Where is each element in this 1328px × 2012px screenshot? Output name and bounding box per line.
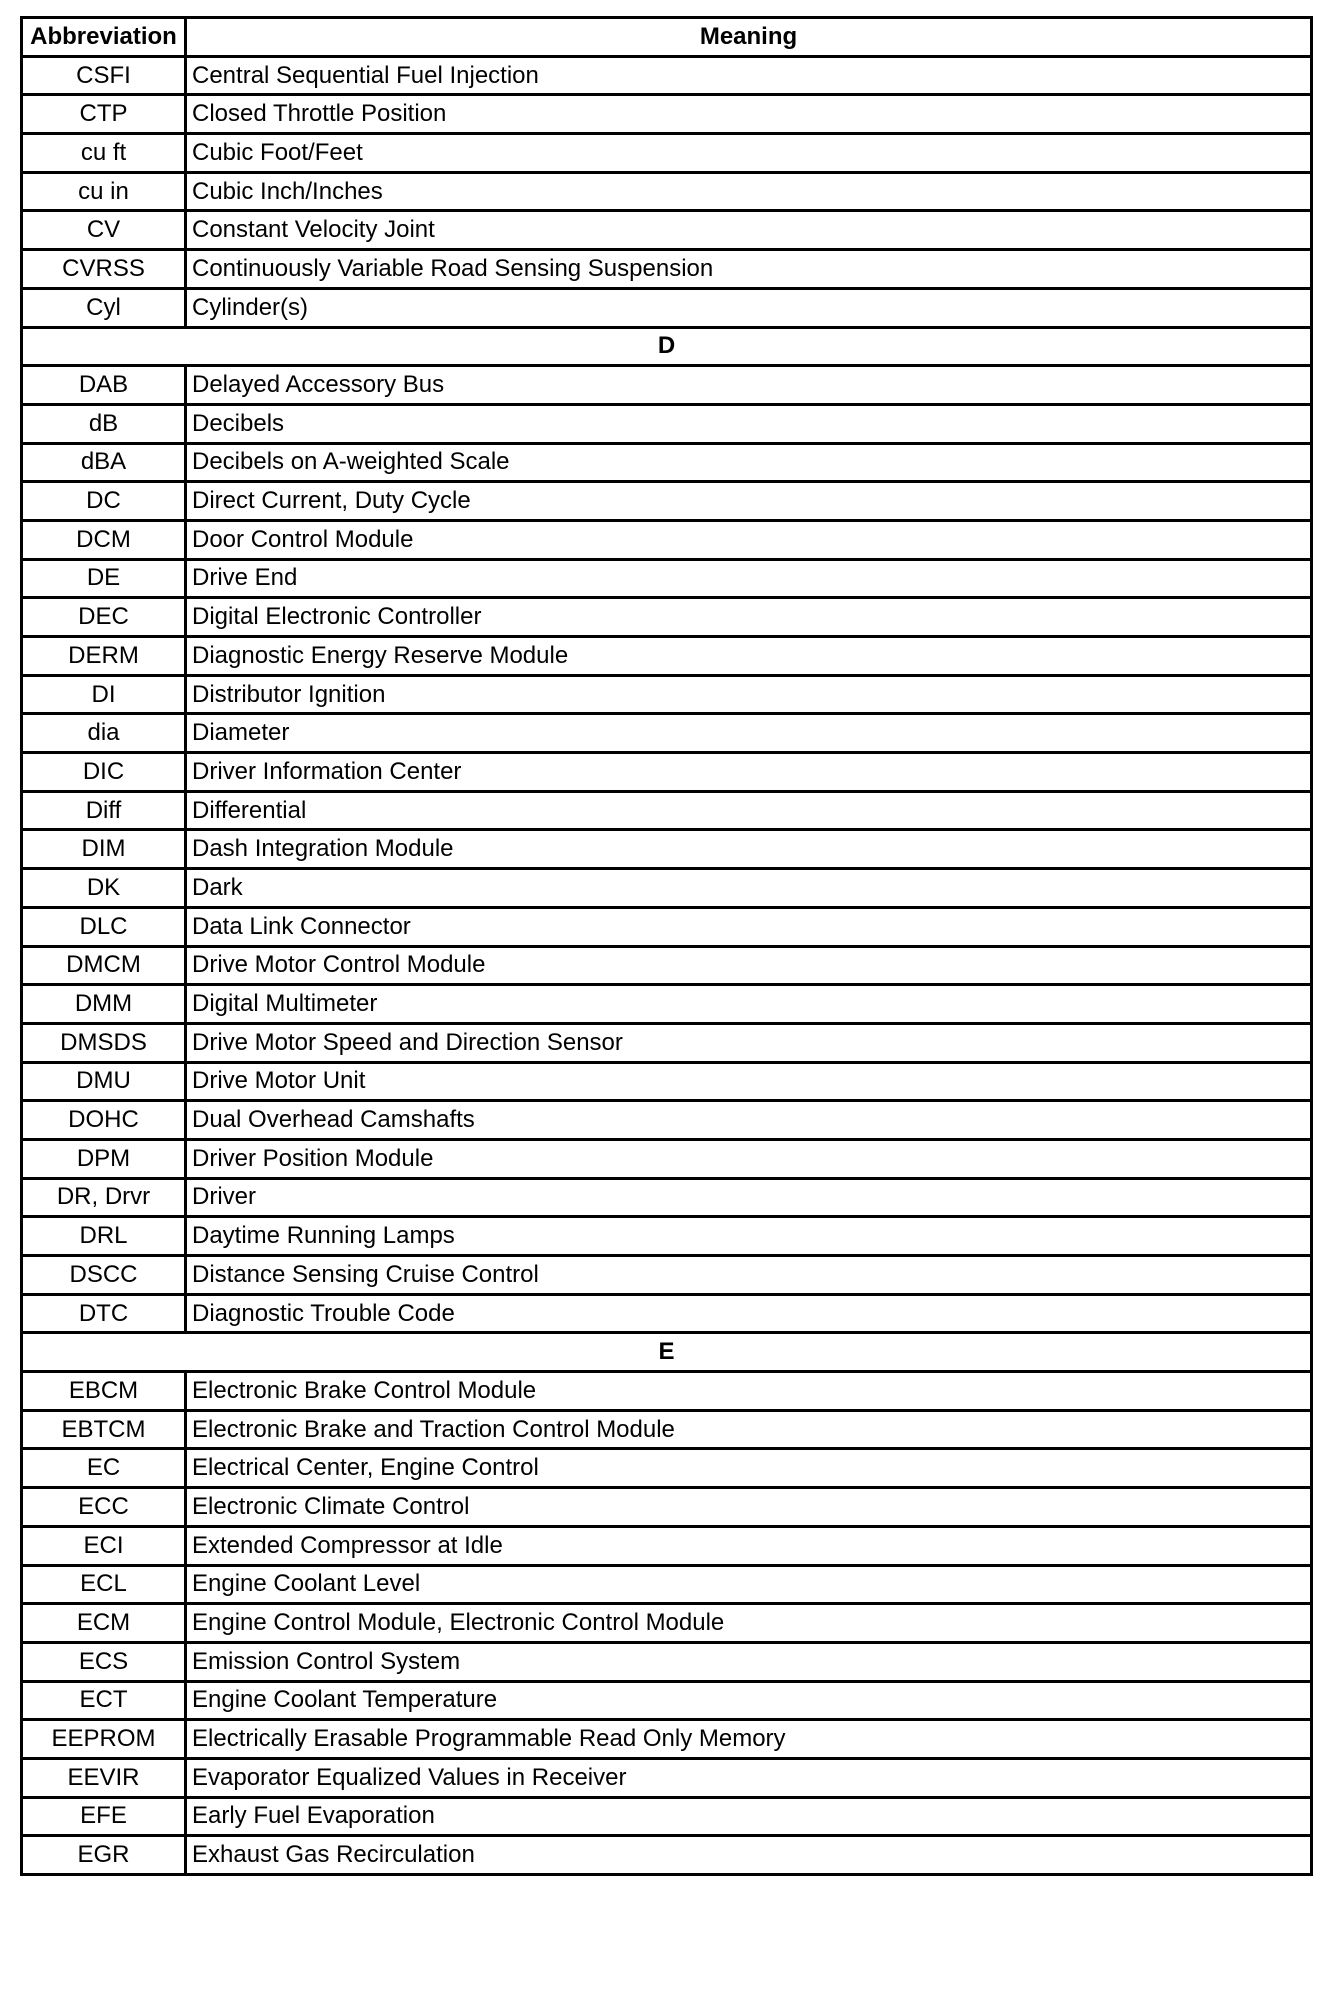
meaning-cell: Constant Velocity Joint (186, 211, 1312, 250)
table-row (22, 1565, 1312, 1604)
table-row (22, 520, 1312, 559)
abbreviation-cell: dB (22, 404, 186, 443)
table-row (22, 1139, 1312, 1178)
table-row (22, 598, 1312, 637)
table-row (22, 134, 1312, 173)
abbreviation-cell: ECL (22, 1565, 186, 1604)
abbreviation-cell: DAB (22, 366, 186, 405)
table-row (22, 482, 1312, 521)
abbreviation-cell: EGR (22, 1836, 186, 1875)
table-row (22, 1178, 1312, 1217)
meaning-cell: Data Link Connector (186, 907, 1312, 946)
abbreviation-cell: CSFI (22, 56, 186, 95)
abbreviation-cell: EC (22, 1449, 186, 1488)
abbreviation-cell: cu ft (22, 134, 186, 173)
meaning-cell: Dual Overhead Camshafts (186, 1101, 1312, 1140)
abbreviation-cell: DMSDS (22, 1023, 186, 1062)
meaning-cell: Delayed Accessory Bus (186, 366, 1312, 405)
table-row (22, 675, 1312, 714)
abbreviation-cell: DMCM (22, 946, 186, 985)
table-row (22, 1836, 1312, 1875)
abbreviation-cell: DMU (22, 1062, 186, 1101)
abbreviation-cell: dia (22, 714, 186, 753)
table-row (22, 1294, 1312, 1333)
abbreviation-table (20, 16, 1313, 1876)
abbreviation-cell: ECI (22, 1526, 186, 1565)
table-row (22, 56, 1312, 95)
meaning-cell: Diagnostic Trouble Code (186, 1294, 1312, 1333)
table-row (22, 1604, 1312, 1643)
table-row (22, 1256, 1312, 1295)
meaning-cell: Early Fuel Evaporation (186, 1797, 1312, 1836)
table-row (22, 1062, 1312, 1101)
abbreviation-cell: DLC (22, 907, 186, 946)
abbreviation-cell: dBA (22, 443, 186, 482)
meaning-cell: Continuously Variable Road Sensing Suspension (186, 250, 1312, 289)
meaning-column-header: Meaning (186, 18, 1312, 57)
abbreviation-cell: Diff (22, 791, 186, 830)
abbreviation-cell: EBTCM (22, 1410, 186, 1449)
abbreviation-cell: ECT (22, 1681, 186, 1720)
abbreviation-cell: EFE (22, 1797, 186, 1836)
section-header-row (22, 327, 1312, 366)
table-row (22, 985, 1312, 1024)
meaning-cell: Engine Coolant Level (186, 1565, 1312, 1604)
abbreviation-cell: DE (22, 559, 186, 598)
table-row (22, 946, 1312, 985)
table-row (22, 1372, 1312, 1411)
table-row (22, 1101, 1312, 1140)
table-row (22, 404, 1312, 443)
table-row (22, 443, 1312, 482)
abbreviation-cell: CVRSS (22, 250, 186, 289)
table-row (22, 1526, 1312, 1565)
abbreviation-cell: CV (22, 211, 186, 250)
abbreviation-cell: DR, Drvr (22, 1178, 186, 1217)
abbreviation-cell: DRL (22, 1217, 186, 1256)
meaning-cell: Cylinder(s) (186, 288, 1312, 327)
meaning-cell: Electronic Climate Control (186, 1488, 1312, 1527)
meaning-cell: Dash Integration Module (186, 830, 1312, 869)
table-row (22, 366, 1312, 405)
meaning-cell: Electronic Brake Control Module (186, 1372, 1312, 1411)
meaning-cell: Electronic Brake and Traction Control Module (186, 1410, 1312, 1449)
table-row (22, 869, 1312, 908)
abbreviation-cell: ECM (22, 1604, 186, 1643)
abbreviation-cell: Cyl (22, 288, 186, 327)
abbreviation-cell: CTP (22, 95, 186, 134)
abbreviation-column-header: Abbreviation (22, 18, 186, 57)
abbreviation-cell: DIC (22, 753, 186, 792)
meaning-cell: Exhaust Gas Recirculation (186, 1836, 1312, 1875)
abbreviation-cell: EEPROM (22, 1720, 186, 1759)
meaning-cell: Engine Control Module, Electronic Control Module (186, 1604, 1312, 1643)
abbreviation-cell: DTC (22, 1294, 186, 1333)
abbreviation-cell: EEVIR (22, 1758, 186, 1797)
abbreviation-cell: DPM (22, 1139, 186, 1178)
section-letter: D (22, 327, 1312, 366)
table-row (22, 1449, 1312, 1488)
meaning-cell: Closed Throttle Position (186, 95, 1312, 134)
table-row (22, 1797, 1312, 1836)
table-row (22, 714, 1312, 753)
table-row (22, 753, 1312, 792)
meaning-cell: Drive Motor Control Module (186, 946, 1312, 985)
abbreviation-cell: cu in (22, 172, 186, 211)
table-row (22, 1681, 1312, 1720)
abbreviation-cell: DSCC (22, 1256, 186, 1295)
table-body (22, 56, 1312, 1874)
meaning-cell: Differential (186, 791, 1312, 830)
meaning-cell: Distance Sensing Cruise Control (186, 1256, 1312, 1295)
meaning-cell: Diagnostic Energy Reserve Module (186, 637, 1312, 676)
meaning-cell: Distributor Ignition (186, 675, 1312, 714)
meaning-cell: Engine Coolant Temperature (186, 1681, 1312, 1720)
abbreviation-cell: DMM (22, 985, 186, 1024)
table-row (22, 211, 1312, 250)
meaning-cell: Cubic Foot/Feet (186, 134, 1312, 173)
meaning-cell: Decibels (186, 404, 1312, 443)
table-row (22, 250, 1312, 289)
meaning-cell: Extended Compressor at Idle (186, 1526, 1312, 1565)
table-row (22, 1642, 1312, 1681)
meaning-cell: Driver Information Center (186, 753, 1312, 792)
table-row (22, 791, 1312, 830)
table-row (22, 1023, 1312, 1062)
table-row (22, 907, 1312, 946)
meaning-cell: Driver Position Module (186, 1139, 1312, 1178)
meaning-cell: Drive Motor Speed and Direction Sensor (186, 1023, 1312, 1062)
abbreviation-cell: EBCM (22, 1372, 186, 1411)
table-row (22, 1410, 1312, 1449)
abbreviation-cell: DOHC (22, 1101, 186, 1140)
meaning-cell: Digital Multimeter (186, 985, 1312, 1024)
meaning-cell: Door Control Module (186, 520, 1312, 559)
meaning-cell: Central Sequential Fuel Injection (186, 56, 1312, 95)
meaning-cell: Dark (186, 869, 1312, 908)
abbreviation-cell: ECC (22, 1488, 186, 1527)
abbreviation-cell: DK (22, 869, 186, 908)
header-row (22, 18, 1312, 57)
meaning-cell: Driver (186, 1178, 1312, 1217)
table-row (22, 1758, 1312, 1797)
meaning-cell: Electrical Center, Engine Control (186, 1449, 1312, 1488)
abbreviation-cell: DCM (22, 520, 186, 559)
meaning-cell: Decibels on A-weighted Scale (186, 443, 1312, 482)
table-row (22, 637, 1312, 676)
section-header-row (22, 1333, 1312, 1372)
meaning-cell: Cubic Inch/Inches (186, 172, 1312, 211)
abbreviation-cell: DC (22, 482, 186, 521)
abbreviation-cell: DEC (22, 598, 186, 637)
meaning-cell: Emission Control System (186, 1642, 1312, 1681)
meaning-cell: Electrically Erasable Programmable Read Only Memory (186, 1720, 1312, 1759)
table-row (22, 559, 1312, 598)
meaning-cell: Digital Electronic Controller (186, 598, 1312, 637)
table-row (22, 1720, 1312, 1759)
abbreviation-cell: ECS (22, 1642, 186, 1681)
abbreviation-table-page (20, 16, 1310, 1876)
meaning-cell: Evaporator Equalized Values in Receiver (186, 1758, 1312, 1797)
meaning-cell: Drive End (186, 559, 1312, 598)
meaning-cell: Drive Motor Unit (186, 1062, 1312, 1101)
table-row (22, 288, 1312, 327)
table-row (22, 1217, 1312, 1256)
table-row (22, 95, 1312, 134)
table-row (22, 1488, 1312, 1527)
meaning-cell: Diameter (186, 714, 1312, 753)
abbreviation-cell: DIM (22, 830, 186, 869)
table-row (22, 172, 1312, 211)
abbreviation-cell: DI (22, 675, 186, 714)
meaning-cell: Daytime Running Lamps (186, 1217, 1312, 1256)
section-letter: E (22, 1333, 1312, 1372)
table-row (22, 830, 1312, 869)
abbreviation-cell: DERM (22, 637, 186, 676)
meaning-cell: Direct Current, Duty Cycle (186, 482, 1312, 521)
